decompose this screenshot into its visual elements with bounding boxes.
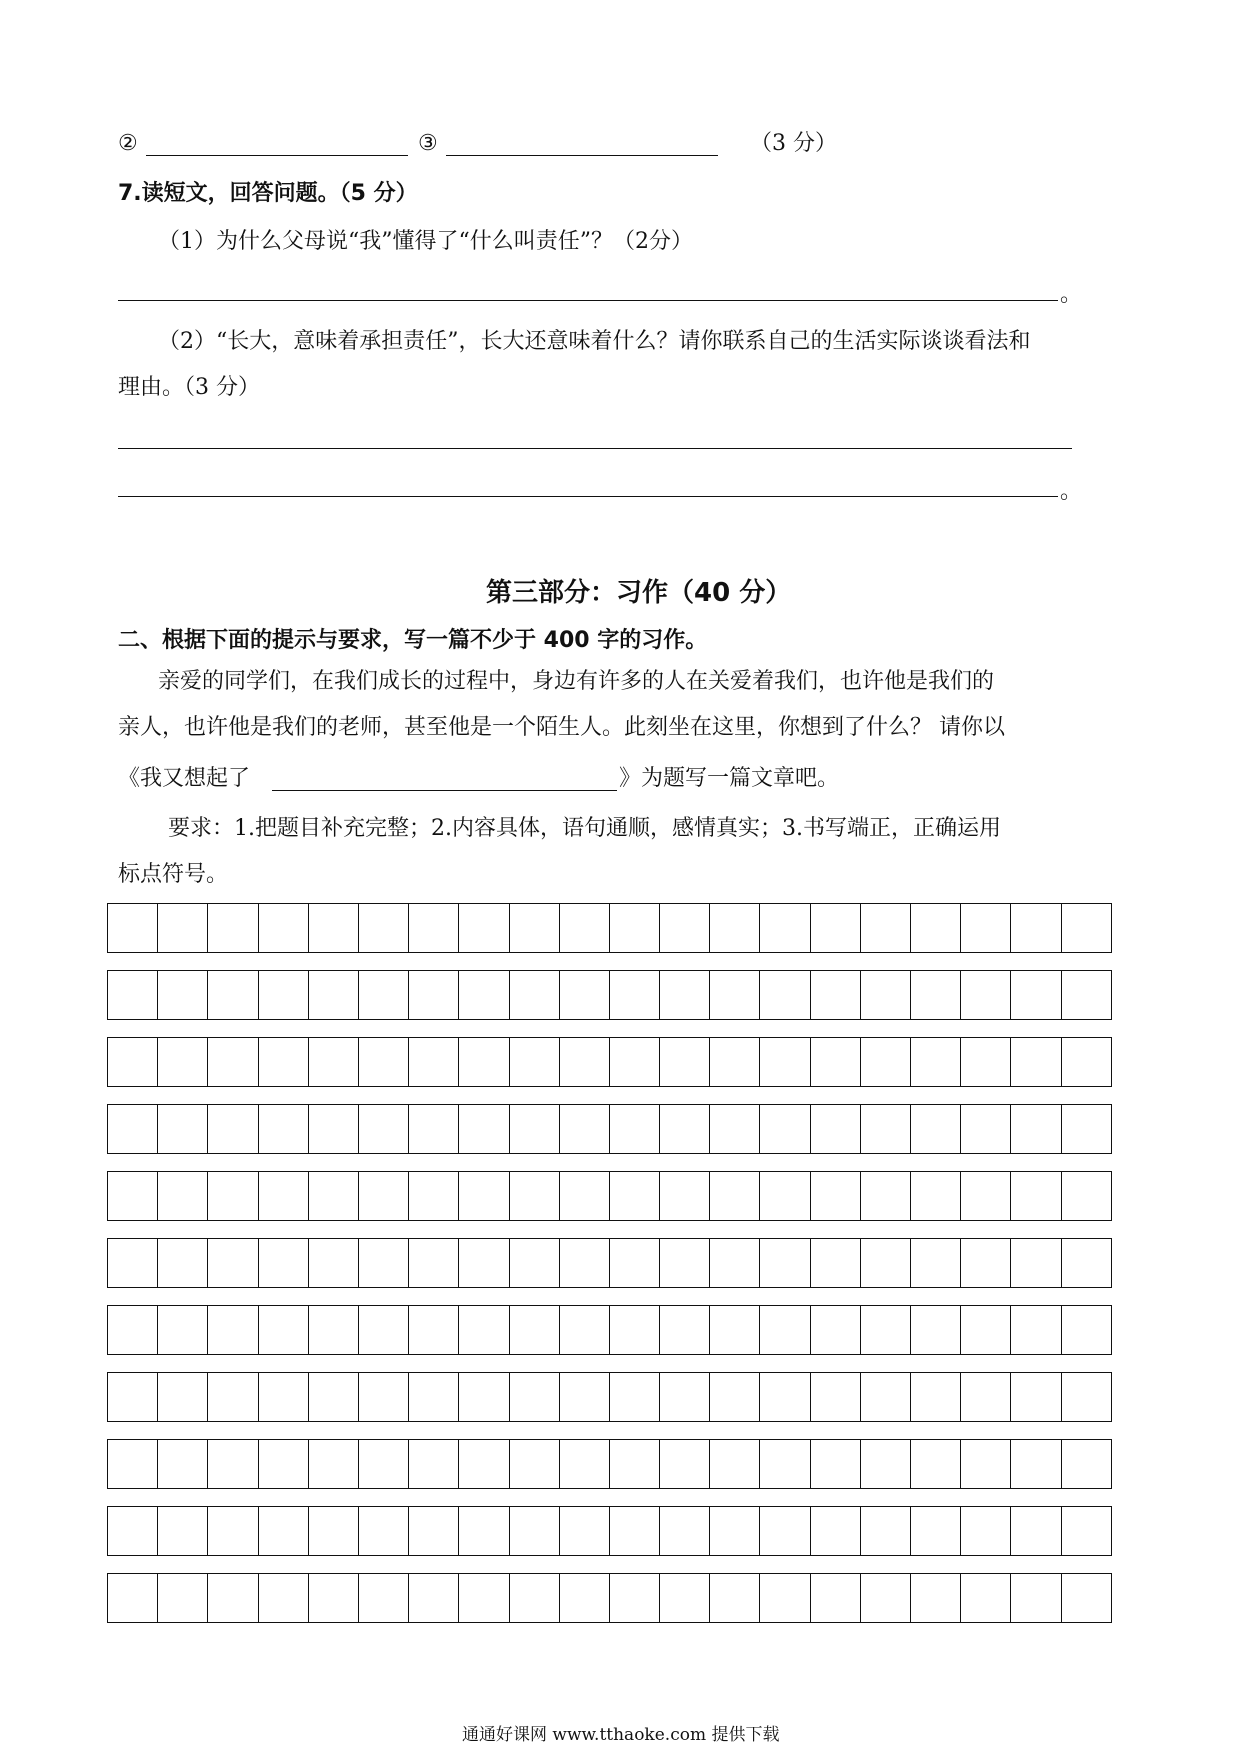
prompt-line-3-post: 》为题写一篇文章吧。 <box>619 766 840 791</box>
grid-cell[interactable] <box>409 1238 459 1288</box>
grid-cell[interactable] <box>259 1439 309 1489</box>
grid-cell[interactable] <box>961 1037 1011 1087</box>
grid-row <box>107 1573 1112 1623</box>
grid-cell[interactable] <box>359 1372 409 1422</box>
grid-cell[interactable] <box>610 1171 660 1221</box>
grid-cell[interactable] <box>911 1573 961 1623</box>
grid-cell[interactable] <box>710 1238 760 1288</box>
grid-cell[interactable] <box>610 1573 660 1623</box>
grid-cell[interactable] <box>961 1305 1011 1355</box>
grid-cell[interactable] <box>861 1439 911 1489</box>
prompt-line-3-pre: 《我又想起了 <box>118 766 251 791</box>
requirements-line-2: 标点符号。 <box>118 862 229 887</box>
grid-cell[interactable] <box>409 1439 459 1489</box>
grid-cell[interactable] <box>911 1037 961 1087</box>
grid-cell[interactable] <box>660 903 710 953</box>
grid-cell[interactable] <box>610 1305 660 1355</box>
grid-cell[interactable] <box>660 1573 710 1623</box>
grid-cell[interactable] <box>359 1305 409 1355</box>
grid-cell[interactable] <box>259 1037 309 1087</box>
grid-cell[interactable] <box>409 1372 459 1422</box>
grid-cell[interactable] <box>911 1238 961 1288</box>
grid-cell[interactable] <box>660 1037 710 1087</box>
grid-cell[interactable] <box>510 970 560 1020</box>
grid-cell[interactable] <box>459 1439 509 1489</box>
grid-cell[interactable] <box>208 970 258 1020</box>
grid-cell[interactable] <box>660 970 710 1020</box>
grid-cell[interactable] <box>359 1506 409 1556</box>
grid-cell[interactable] <box>259 1573 309 1623</box>
grid-cell[interactable] <box>1011 1506 1061 1556</box>
grid-cell[interactable] <box>560 1104 610 1154</box>
grid-cell[interactable] <box>560 1372 610 1422</box>
grid-cell[interactable] <box>1062 970 1112 1020</box>
grid-cell[interactable] <box>309 1104 359 1154</box>
grid-cell[interactable] <box>610 970 660 1020</box>
grid-cell[interactable] <box>108 970 158 1020</box>
grid-cell[interactable] <box>158 1238 208 1288</box>
grid-cell[interactable] <box>459 1104 509 1154</box>
grid-row <box>107 1506 1112 1556</box>
grid-cell[interactable] <box>309 1573 359 1623</box>
q7-sub1-period: 。 <box>1060 282 1083 307</box>
grid-cell[interactable] <box>961 1372 1011 1422</box>
grid-cell[interactable] <box>811 1238 861 1288</box>
grid-cell[interactable] <box>811 1305 861 1355</box>
part3-title: 第三部分：习作（40 分） <box>486 578 792 608</box>
grid-cell[interactable] <box>1062 1104 1112 1154</box>
grid-cell[interactable] <box>1011 1305 1061 1355</box>
grid-cell[interactable] <box>510 1372 560 1422</box>
grid-cell[interactable] <box>760 1305 810 1355</box>
grid-cell[interactable] <box>409 1305 459 1355</box>
grid-cell[interactable] <box>610 1104 660 1154</box>
grid-cell[interactable] <box>359 1037 409 1087</box>
grid-cell[interactable] <box>1062 1573 1112 1623</box>
grid-cell[interactable] <box>911 903 961 953</box>
grid-row <box>107 1439 1112 1489</box>
grid-cell[interactable] <box>309 1238 359 1288</box>
grid-cell[interactable] <box>409 970 459 1020</box>
grid-cell[interactable] <box>459 1238 509 1288</box>
grid-cell[interactable] <box>1062 1238 1112 1288</box>
grid-cell[interactable] <box>861 1573 911 1623</box>
grid-cell[interactable] <box>510 1104 560 1154</box>
grid-cell[interactable] <box>359 1238 409 1288</box>
grid-cell[interactable] <box>961 1171 1011 1221</box>
grid-cell[interactable] <box>760 1573 810 1623</box>
writing-grid[interactable] <box>107 903 1112 1640</box>
grid-cell[interactable] <box>811 1372 861 1422</box>
grid-row <box>107 1171 1112 1221</box>
grid-cell[interactable] <box>208 903 258 953</box>
grid-cell[interactable] <box>660 1238 710 1288</box>
grid-cell[interactable] <box>861 1171 911 1221</box>
grid-cell[interactable] <box>208 1171 258 1221</box>
grid-cell[interactable] <box>1011 1573 1061 1623</box>
prompt-line-2: 亲人，也许他是我们的老师，甚至他是一个陌生人。此刻坐在这里，你想到了什么？ 请你以 <box>118 715 1005 740</box>
grid-cell[interactable] <box>459 1305 509 1355</box>
grid-cell[interactable] <box>208 1372 258 1422</box>
grid-cell[interactable] <box>158 903 208 953</box>
grid-cell[interactable] <box>610 1238 660 1288</box>
grid-cell[interactable] <box>961 1238 1011 1288</box>
grid-cell[interactable] <box>911 1305 961 1355</box>
grid-cell[interactable] <box>108 1506 158 1556</box>
grid-cell[interactable] <box>510 1305 560 1355</box>
grid-cell[interactable] <box>560 1238 610 1288</box>
grid-cell[interactable] <box>158 1372 208 1422</box>
grid-cell[interactable] <box>158 1305 208 1355</box>
grid-cell[interactable] <box>1062 1506 1112 1556</box>
grid-cell[interactable] <box>560 1506 610 1556</box>
grid-cell[interactable] <box>1011 1171 1061 1221</box>
grid-cell[interactable] <box>158 1439 208 1489</box>
answer-line-2[interactable] <box>146 155 408 156</box>
q7-sub2-answer-line-1[interactable] <box>118 448 1072 449</box>
grid-cell[interactable] <box>710 903 760 953</box>
grid-row <box>107 1238 1112 1288</box>
grid-cell[interactable] <box>811 903 861 953</box>
grid-cell[interactable] <box>1011 1439 1061 1489</box>
grid-cell[interactable] <box>861 903 911 953</box>
grid-cell[interactable] <box>158 1506 208 1556</box>
grid-cell[interactable] <box>510 903 560 953</box>
grid-cell[interactable] <box>108 1037 158 1087</box>
grid-cell[interactable] <box>710 1037 760 1087</box>
circle-number-2: ② <box>118 131 138 156</box>
grid-cell[interactable] <box>560 970 610 1020</box>
grid-cell[interactable] <box>158 1171 208 1221</box>
grid-cell[interactable] <box>409 903 459 953</box>
grid-cell[interactable] <box>660 1372 710 1422</box>
grid-cell[interactable] <box>409 1171 459 1221</box>
grid-cell[interactable] <box>309 1506 359 1556</box>
grid-cell[interactable] <box>811 970 861 1020</box>
grid-cell[interactable] <box>610 1037 660 1087</box>
grid-cell[interactable] <box>108 1305 158 1355</box>
grid-cell[interactable] <box>208 1305 258 1355</box>
grid-cell[interactable] <box>710 970 760 1020</box>
grid-cell[interactable] <box>1011 1238 1061 1288</box>
grid-cell[interactable] <box>811 1573 861 1623</box>
q7-heading: 7.读短文，回答问题。（5 分） <box>118 181 418 206</box>
grid-cell[interactable] <box>108 903 158 953</box>
grid-cell[interactable] <box>1011 1104 1061 1154</box>
grid-cell[interactable] <box>208 1506 258 1556</box>
grid-cell[interactable] <box>811 1171 861 1221</box>
grid-row <box>107 970 1112 1020</box>
grid-cell[interactable] <box>760 1171 810 1221</box>
grid-cell[interactable] <box>811 1506 861 1556</box>
grid-cell[interactable] <box>259 1305 309 1355</box>
grid-cell[interactable] <box>610 1506 660 1556</box>
grid-cell[interactable] <box>510 1037 560 1087</box>
grid-row <box>107 1104 1112 1154</box>
grid-cell[interactable] <box>259 1238 309 1288</box>
grid-cell[interactable] <box>158 970 208 1020</box>
grid-cell[interactable] <box>760 1506 810 1556</box>
grid-cell[interactable] <box>309 1037 359 1087</box>
grid-cell[interactable] <box>660 1506 710 1556</box>
grid-cell[interactable] <box>108 1238 158 1288</box>
grid-cell[interactable] <box>961 1439 1011 1489</box>
grid-cell[interactable] <box>560 1305 610 1355</box>
grid-cell[interactable] <box>811 1104 861 1154</box>
grid-row <box>107 903 1112 953</box>
grid-cell[interactable] <box>108 1171 158 1221</box>
grid-cell[interactable] <box>610 903 660 953</box>
grid-cell[interactable] <box>660 1439 710 1489</box>
grid-cell[interactable] <box>861 1104 911 1154</box>
grid-cell[interactable] <box>760 903 810 953</box>
grid-cell[interactable] <box>409 1037 459 1087</box>
q7-sub1-answer-line[interactable] <box>118 300 1058 301</box>
grid-cell[interactable] <box>861 1305 911 1355</box>
grid-cell[interactable] <box>911 1439 961 1489</box>
grid-cell[interactable] <box>359 903 409 953</box>
grid-cell[interactable] <box>158 1037 208 1087</box>
grid-cell[interactable] <box>510 1439 560 1489</box>
grid-cell[interactable] <box>710 1506 760 1556</box>
grid-cell[interactable] <box>459 1171 509 1221</box>
grid-cell[interactable] <box>911 1372 961 1422</box>
grid-cell[interactable] <box>259 1171 309 1221</box>
answer-line-3[interactable] <box>446 155 718 156</box>
grid-cell[interactable] <box>510 1238 560 1288</box>
grid-cell[interactable] <box>811 1037 861 1087</box>
grid-cell[interactable] <box>911 970 961 1020</box>
grid-cell[interactable] <box>259 1506 309 1556</box>
grid-cell[interactable] <box>409 1506 459 1556</box>
grid-cell[interactable] <box>610 1372 660 1422</box>
circle-number-3: ③ <box>418 131 438 156</box>
grid-cell[interactable] <box>861 1238 911 1288</box>
grid-cell[interactable] <box>1011 1037 1061 1087</box>
grid-cell[interactable] <box>259 1104 309 1154</box>
requirements-line-1: 要求：1.把题目补充完整；2.内容具体，语句通顺，感情真实；3.书写端正，正确运用 <box>168 816 1001 841</box>
grid-cell[interactable] <box>158 1573 208 1623</box>
grid-row <box>107 1305 1112 1355</box>
grid-cell[interactable] <box>459 1037 509 1087</box>
grid-cell[interactable] <box>760 1372 810 1422</box>
grid-cell[interactable] <box>610 1439 660 1489</box>
grid-cell[interactable] <box>108 1104 158 1154</box>
grid-cell[interactable] <box>861 1372 911 1422</box>
grid-cell[interactable] <box>961 903 1011 953</box>
grid-cell[interactable] <box>208 1104 258 1154</box>
grid-cell[interactable] <box>961 1506 1011 1556</box>
grid-cell[interactable] <box>459 970 509 1020</box>
grid-cell[interactable] <box>1062 1037 1112 1087</box>
grid-cell[interactable] <box>1062 1372 1112 1422</box>
grid-cell[interactable] <box>710 1573 760 1623</box>
grid-cell[interactable] <box>359 1104 409 1154</box>
grid-cell[interactable] <box>1062 1439 1112 1489</box>
part3-instruction: 二、根据下面的提示与要求，写一篇不少于 400 字的习作。 <box>118 628 708 653</box>
grid-cell[interactable] <box>911 1506 961 1556</box>
grid-cell[interactable] <box>459 1372 509 1422</box>
grid-cell[interactable] <box>359 1573 409 1623</box>
grid-cell[interactable] <box>1011 903 1061 953</box>
grid-cell[interactable] <box>208 1238 258 1288</box>
grid-cell[interactable] <box>710 1372 760 1422</box>
grid-cell[interactable] <box>409 1104 459 1154</box>
grid-cell[interactable] <box>309 1439 359 1489</box>
grid-cell[interactable] <box>359 1439 409 1489</box>
grid-cell[interactable] <box>409 1573 459 1623</box>
title-blank-line[interactable] <box>272 790 617 791</box>
grid-cell[interactable] <box>309 903 359 953</box>
footer-text: 通通好课网 www.tthaoke.com 提供下载 <box>462 1725 780 1745</box>
grid-cell[interactable] <box>208 1037 258 1087</box>
grid-cell[interactable] <box>811 1439 861 1489</box>
grid-cell[interactable] <box>510 1506 560 1556</box>
q7-sub2-line1: （2）“长大，意味着承担责任”，长大还意味着什么？请你联系自己的生活实际谈谈看法和 <box>158 329 1031 354</box>
grid-cell[interactable] <box>660 1104 710 1154</box>
grid-row <box>107 1037 1112 1087</box>
q7-sub2-period: 。 <box>1060 479 1083 504</box>
grid-cell[interactable] <box>911 1171 961 1221</box>
grid-cell[interactable] <box>1011 970 1061 1020</box>
grid-cell[interactable] <box>510 1171 560 1221</box>
q6-points: （3 分） <box>750 131 837 156</box>
grid-cell[interactable] <box>158 1104 208 1154</box>
q7-sub2-answer-line-2[interactable] <box>118 496 1058 497</box>
grid-cell[interactable] <box>359 1171 409 1221</box>
grid-cell[interactable] <box>359 970 409 1020</box>
prompt-line-1: 亲爱的同学们，在我们成长的过程中，身边有许多的人在关爱着我们，也许他是我们的 <box>158 669 995 694</box>
grid-cell[interactable] <box>309 1372 359 1422</box>
grid-cell[interactable] <box>459 1506 509 1556</box>
q7-sub2-line2: 理由。（3 分） <box>118 375 260 400</box>
grid-cell[interactable] <box>861 1037 911 1087</box>
grid-cell[interactable] <box>108 1372 158 1422</box>
grid-cell[interactable] <box>309 1171 359 1221</box>
grid-cell[interactable] <box>309 1305 359 1355</box>
grid-cell[interactable] <box>861 970 911 1020</box>
grid-cell[interactable] <box>208 1573 258 1623</box>
grid-cell[interactable] <box>961 1104 1011 1154</box>
grid-cell[interactable] <box>1062 903 1112 953</box>
grid-cell[interactable] <box>560 1573 610 1623</box>
grid-cell[interactable] <box>259 903 309 953</box>
grid-cell[interactable] <box>108 1573 158 1623</box>
grid-cell[interactable] <box>911 1104 961 1154</box>
grid-cell[interactable] <box>560 903 610 953</box>
grid-cell[interactable] <box>459 903 509 953</box>
grid-cell[interactable] <box>1062 1171 1112 1221</box>
grid-cell[interactable] <box>760 1037 810 1087</box>
grid-cell[interactable] <box>309 970 359 1020</box>
grid-cell[interactable] <box>710 1439 760 1489</box>
grid-cell[interactable] <box>660 1171 710 1221</box>
grid-cell[interactable] <box>710 1171 760 1221</box>
grid-cell[interactable] <box>660 1305 710 1355</box>
grid-cell[interactable] <box>710 1305 760 1355</box>
grid-cell[interactable] <box>1011 1372 1061 1422</box>
grid-cell[interactable] <box>861 1506 911 1556</box>
grid-cell[interactable] <box>560 1037 610 1087</box>
grid-cell[interactable] <box>259 970 309 1020</box>
grid-cell[interactable] <box>760 970 810 1020</box>
grid-cell[interactable] <box>459 1573 509 1623</box>
grid-cell[interactable] <box>510 1573 560 1623</box>
grid-cell[interactable] <box>760 1439 810 1489</box>
grid-row <box>107 1372 1112 1422</box>
grid-cell[interactable] <box>560 1171 610 1221</box>
q7-sub1: （1）为什么父母说“我”懂得了“什么叫责任”？（2分） <box>158 229 693 254</box>
grid-cell[interactable] <box>710 1104 760 1154</box>
grid-cell[interactable] <box>961 1573 1011 1623</box>
grid-cell[interactable] <box>961 970 1011 1020</box>
grid-cell[interactable] <box>560 1439 610 1489</box>
grid-cell[interactable] <box>259 1372 309 1422</box>
grid-cell[interactable] <box>760 1238 810 1288</box>
grid-cell[interactable] <box>208 1439 258 1489</box>
grid-cell[interactable] <box>760 1104 810 1154</box>
grid-cell[interactable] <box>108 1439 158 1489</box>
grid-cell[interactable] <box>1062 1305 1112 1355</box>
